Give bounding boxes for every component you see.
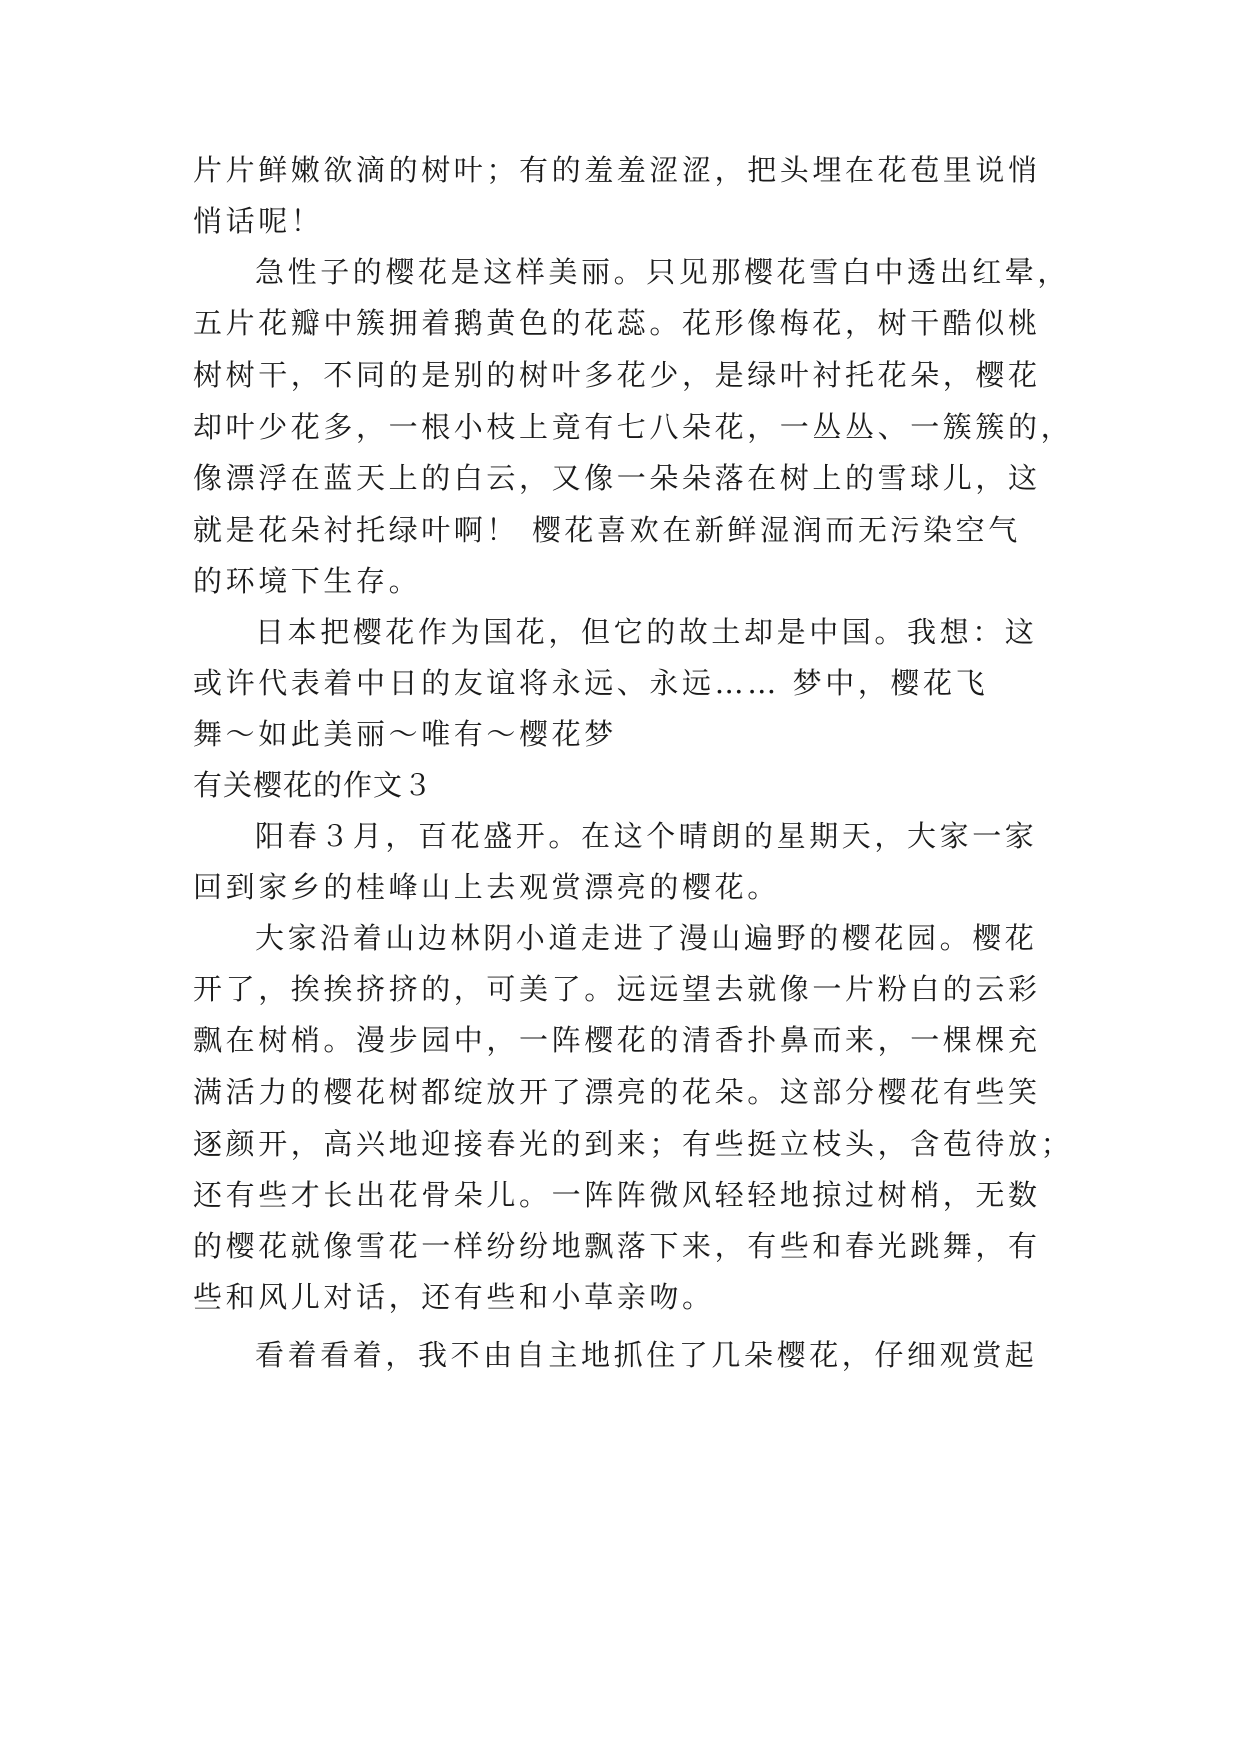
body-text-line: 片片鲜嫩欲滴的树叶；有的羞羞涩涩，把头埋在花苞里说悄: [193, 153, 1041, 187]
paragraph-first-line: 阳春３月，百花盛开。在这个晴朗的星期天，大家一家: [255, 819, 1038, 853]
body-text-line: 飘在树梢。漫步园中，一阵樱花的清香扑鼻而来，一棵棵充: [193, 1023, 1041, 1057]
body-text-line: 悄话呢！: [193, 204, 324, 238]
paragraph-first-line: 看着看着，我不由自主地抓住了几朵樱花，仔细观赏起: [255, 1338, 1038, 1372]
body-text-line: 的樱花就像雪花一样纷纷地飘落下来，有些和春光跳舞，有: [193, 1229, 1041, 1263]
body-text-line: 满活力的樱花树都绽放开了漂亮的花朵。这部分樱花有些笑: [193, 1075, 1041, 1109]
body-text-line: 五片花瓣中簇拥着鹅黄色的花蕊。花形像梅花，树干酷似桃: [193, 306, 1041, 340]
body-text-line: 回到家乡的桂峰山上去观赏漂亮的樱花。: [193, 870, 780, 904]
body-text-line: 的环境下生存。: [193, 564, 422, 598]
body-text-line: 树树干，不同的是别的树叶多花少，是绿叶衬托花朵，樱花: [193, 358, 1041, 392]
section-heading: 有关樱花的作文３: [193, 768, 434, 802]
body-text-line: 舞～如此美丽～唯有～樱花梦: [193, 717, 617, 751]
body-text-line: 还有些才长出花骨朵儿。一阵阵微风轻轻地掠过树梢，无数: [193, 1178, 1041, 1212]
body-text-line: 些和风儿对话，还有些和小草亲吻。: [193, 1280, 715, 1314]
body-text-line: 逐颜开，高兴地迎接春光的到来；有些挺立枝头，含苞待放；: [193, 1127, 1074, 1161]
body-text-line: 就是花朵衬托绿叶啊！ 樱花喜欢在新鲜湿润而无污染空气: [193, 513, 1021, 547]
body-text-line: 却叶少花多，一根小枝上竟有七八朵花，一丛丛、一簇簇的，: [193, 410, 1074, 444]
body-text-line: 开了，挨挨挤挤的，可美了。远远望去就像一片粉白的云彩: [193, 972, 1041, 1006]
body-text-line: 像漂浮在蓝天上的白云，又像一朵朵落在树上的雪球儿，这: [193, 461, 1041, 495]
paragraph-first-line: 日本把樱花作为国花，但它的故土却是中国。我想：这: [255, 615, 1038, 649]
body-text-line: 或许代表着中日的友谊将永远、永远…… 梦中，樱花飞: [193, 666, 989, 700]
paragraph-first-line: 大家沿着山边林阴小道走进了漫山遍野的樱花园。樱花: [255, 921, 1038, 955]
paragraph-first-line: 急性子的樱花是这样美丽。只见那樱花雪白中透出红晕，: [255, 255, 1071, 289]
